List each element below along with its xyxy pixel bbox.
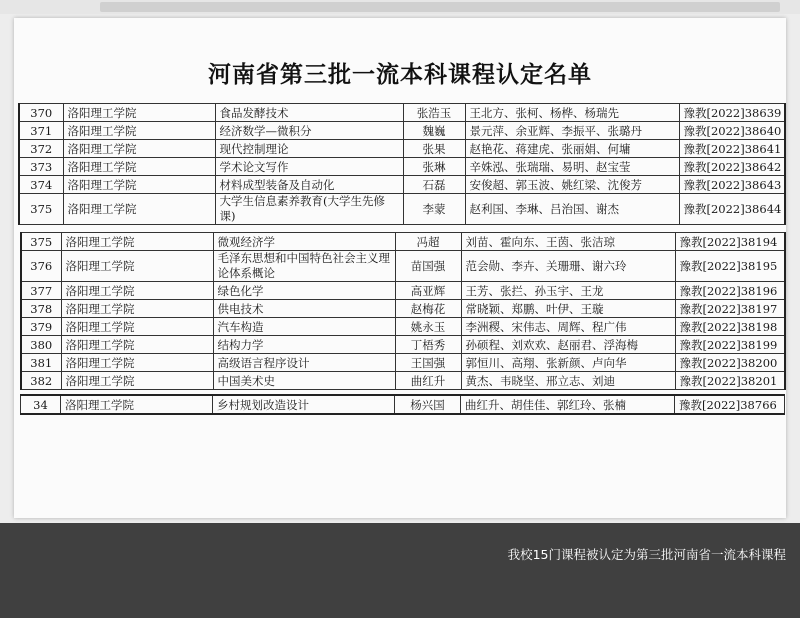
document-number: 豫教[2022]38196 [675,282,785,300]
row-number: 372 [19,140,63,158]
team-members: 刘苗、霍向东、王茵、张洁琼 [461,233,675,251]
document-number: 豫教[2022]38766 [675,395,785,414]
team-members: 常晓颖、郑鹏、叶伊、王璇 [461,300,675,318]
course-name: 经济数学—微积分 [215,122,403,140]
school-name: 洛阳理工学院 [61,282,213,300]
school-name: 洛阳理工学院 [61,395,213,414]
team-members: 赵艳花、蒋建虎、张丽娟、何墉 [465,140,679,158]
team-members: 景元萍、余亚辉、李振平、张璐丹 [465,122,679,140]
course-lead: 赵梅花 [395,300,461,318]
course-lead: 王国强 [395,354,461,372]
course-lead: 石磊 [403,176,465,194]
row-number: 376 [21,251,61,282]
team-members: 黄杰、韦晓坚、邢立志、刘迪 [461,372,675,390]
team-members: 王芳、张拦、孙玉宇、王龙 [461,282,675,300]
course-lead: 张果 [403,140,465,158]
course-table-3 [20,394,785,415]
course-name: 乡村规划改造设计 [213,395,395,414]
school-name: 洛阳理工学院 [61,336,213,354]
course-lead: 冯超 [395,233,461,251]
table-row [21,282,785,300]
table-row [21,233,785,251]
team-members: 范会勋、李卉、关珊珊、谢六玲 [461,251,675,282]
table-row [21,318,785,336]
course-lead: 姚永玉 [395,318,461,336]
course-name: 汽车构造 [213,318,395,336]
document-number: 豫教[2022]38194 [675,233,785,251]
row-number: 375 [21,233,61,251]
document-number: 豫教[2022]38641 [679,140,785,158]
row-number: 375 [19,194,63,225]
school-name: 洛阳理工学院 [61,318,213,336]
document-title: 河南省第三批一流本科课程认定名单 [208,62,592,88]
course-name: 食品发酵技术 [215,104,403,122]
team-members: 李洲稷、宋伟志、周辉、程广伟 [461,318,675,336]
course-table-2 [20,232,786,390]
document-image [14,18,786,518]
course-lead: 丁梧秀 [395,336,461,354]
course-lead: 苗国强 [395,251,461,282]
course-lead: 李蒙 [403,194,465,225]
document-number: 豫教[2022]38197 [675,300,785,318]
course-name: 高级语言程序设计 [213,354,395,372]
table-row [21,251,785,282]
row-number: 381 [21,354,61,372]
table-row [19,194,785,225]
table-row [21,372,785,390]
row-number: 373 [19,158,63,176]
school-name: 洛阳理工学院 [61,233,213,251]
school-name: 洛阳理工学院 [63,158,215,176]
school-name: 洛阳理工学院 [63,122,215,140]
table-row [19,176,785,194]
course-lead: 魏巍 [403,122,465,140]
course-name: 现代控制理论 [215,140,403,158]
table-row [21,336,785,354]
document-number: 豫教[2022]38201 [675,372,785,390]
course-name: 微观经济学 [213,233,395,251]
school-name: 洛阳理工学院 [61,354,213,372]
school-name: 洛阳理工学院 [63,140,215,158]
school-name: 洛阳理工学院 [61,251,213,282]
course-lead: 高亚辉 [395,282,461,300]
caption-bar [0,523,800,618]
course-lead: 曲红升 [395,372,461,390]
school-name: 洛阳理工学院 [61,372,213,390]
document-number: 豫教[2022]38200 [675,354,785,372]
document-number: 豫教[2022]38199 [675,336,785,354]
top-strip [0,0,800,14]
document-number: 豫教[2022]38195 [675,251,785,282]
team-members: 曲红升、胡佳佳、郭红玲、张楠 [461,395,675,414]
document-number: 豫教[2022]38639 [679,104,785,122]
table-row [21,354,785,372]
team-members: 孙硕程、刘欢欢、赵丽君、浮海梅 [461,336,675,354]
caption-text: 我校15门课程被认定为第三批河南省一流本科课程 [507,547,786,562]
course-name: 结构力学 [213,336,395,354]
school-name: 洛阳理工学院 [61,300,213,318]
course-name: 毛泽东思想和中国特色社会主义理论体系概论 [213,251,395,282]
team-members: 赵利国、李琳、吕治国、谢杰 [465,194,679,225]
row-number: 34 [21,395,61,414]
team-members: 辛姝泓、张瑞瑞、易明、赵宝莹 [465,158,679,176]
row-number: 374 [19,176,63,194]
course-lead: 张浩玉 [403,104,465,122]
row-number: 382 [21,372,61,390]
row-number: 371 [19,122,63,140]
document-number: 豫教[2022]38642 [679,158,785,176]
top-strip-bar [100,2,780,12]
table-row [19,140,785,158]
document-number: 豫教[2022]38643 [679,176,785,194]
row-number: 378 [21,300,61,318]
row-number: 377 [21,282,61,300]
table-row [21,395,785,414]
school-name: 洛阳理工学院 [63,104,215,122]
document-number: 豫教[2022]38644 [679,194,785,225]
team-members: 郭恒川、高翔、张新颜、卢向华 [461,354,675,372]
school-name: 洛阳理工学院 [63,194,215,225]
course-name: 学术论文写作 [215,158,403,176]
course-name: 材料成型装备及自动化 [215,176,403,194]
row-number: 370 [19,104,63,122]
course-name: 绿色化学 [213,282,395,300]
course-table-1 [18,103,786,225]
team-members: 王北方、张柯、杨桦、杨瑞先 [465,104,679,122]
team-members: 安俊超、郭玉波、姚红梁、沈俊芳 [465,176,679,194]
row-number: 380 [21,336,61,354]
course-lead: 张琳 [403,158,465,176]
document-number: 豫教[2022]38198 [675,318,785,336]
course-name: 中国美术史 [213,372,395,390]
course-lead: 杨兴国 [395,395,461,414]
table-row [19,104,785,122]
table-row [19,122,785,140]
table-row [21,300,785,318]
course-name: 供电技术 [213,300,395,318]
course-name: 大学生信息素养教育(大学生先修课) [215,194,403,225]
document-number: 豫教[2022]38640 [679,122,785,140]
table-row [19,158,785,176]
school-name: 洛阳理工学院 [63,176,215,194]
row-number: 379 [21,318,61,336]
